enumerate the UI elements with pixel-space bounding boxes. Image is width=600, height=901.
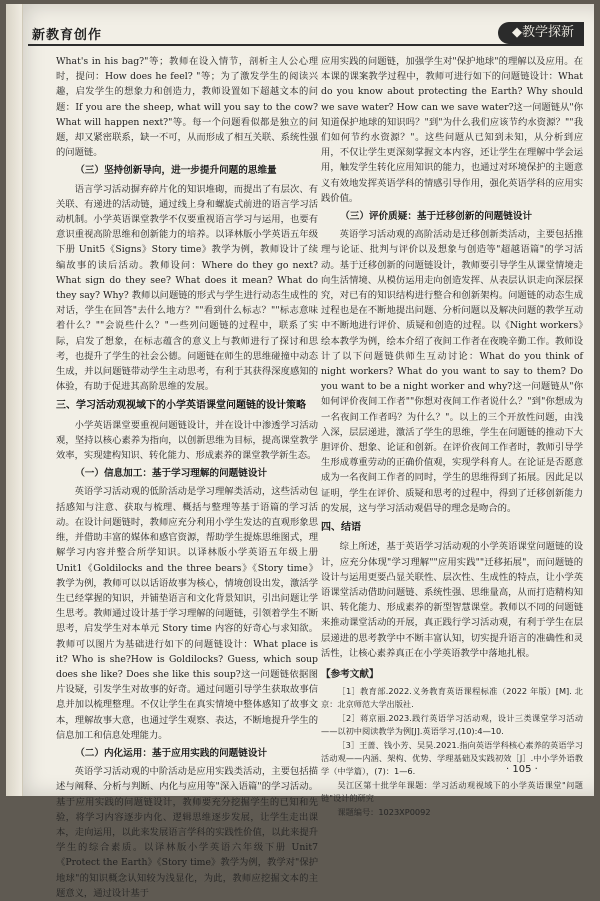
reference-item: ［2］蒋京丽.2023.践行英语学习活动观，设计三类课堂学习活动——以初中阅读教学为例[J].英语学习,(10):4—10. <box>321 713 583 737</box>
journal-page <box>6 4 594 899</box>
paragraph: 小学英语课堂要重视问题链设计，并在设计中渗透学习活动观，坚持以核心素养为指向，以创新思维为目标，提高课堂教学效率，实现建构知识、转化能力、形成素养的课堂教学新生态。 <box>56 419 318 462</box>
paragraph: 综上所述，基于英语学习活动观的小学英语课堂问题链的设计，应充分体现"学习理解""应用实践""迁移拓展"，而问题链的设计与运用更要凸显关联性、层次性、生成性的特点，让小学英语课堂活动借助问题链、系统性强、思维量高，从而打造精构知识、转化能力、形成素养的新型智慧课堂。教师以不同的问题链来推动课堂活动的开展，真正践行学习活动观，有利于学生在层层递进的思考教学中不断丰富认知，切实提升语言的准确性和灵活性，让核心素养真正在小学英语教学中落地扎根。 <box>321 541 583 659</box>
reference-item: ［3］王蔷、钱小芳、吴昊.2021.指向英语学科核心素养的英语学习活动观——内涵、架构、优势、学理基础及实践初效［J］.中小学外语教学（中学篇），(7)：1—6. <box>321 740 583 777</box>
reference-item: ［1］教育部.2022.义务教育英语课程标准（2022 年版）[M]. 北京：北京师范大学出版社. <box>321 686 583 710</box>
subsection-heading: （一）信息加工：基于学习理解的问题链设计 <box>75 468 268 480</box>
page-number: · 105 · <box>506 764 538 775</box>
subsection-heading: （三）评价质疑：基于迁移创新的问题链设计 <box>340 211 533 223</box>
references-title: 【参考文献】 <box>321 668 379 680</box>
paragraph: 语言学习活动摒弃碎片化的知识堆砌，而提出了有层次、有关联、有递进的活动链，通过线上身和螺旋式前进的语言学习活动机制。小学英语课堂教学不仅要重视语言学习与运用，也要有意识重视高阶思维和创新能力的培养。以译林版小学英语五年级下册 Unit5《Signs》Story time》教学为例，教师设计了续编故事的读后活动。教师设问：Where do they go next? What sign do they see? What does it mean? What do they say? Why? 教师以问题链的形式与学生进行动态生成性的对话，学生在回答"去什么地方？""看到什么标志？""标志意味着什么？""会说些什么？"一些列问题链的过程中，联系了实际，启发了想象，在标志蕴含的意义上与教师进行了探讨和思考，也提升了学生的社会公德。问题链在师生的思维碰撞中动态生成，并以问题链带动学生主动思考，有利于其获得深度感知的体验，有助于促进其高阶思维的发展。 <box>56 183 318 393</box>
left-column <box>56 54 318 899</box>
paragraph: 应用实践的问题链，加强学生对"保护地球"的理解以及应用。在本课的课案教学过程中，教师可进行如下的问题链设计：What do you know about protecting the Earth? Why should we save water? How can we save water?这一问题链从"你知道保护地球的知识吗？"到"为什么我们应该节约水资源？""我们如何节约水资源？"。这些问题从已知到未知，从分析到应用，不仅让学生更深刻掌握文本内容，还让学生在理解中学会运用，触发学生转化应用知识的能力，也通过对环境保护的主题意义有效地发挥英语学科的情感引导作用，强化英语学科的应用实践价值。 <box>321 56 583 204</box>
section-heading: 四、结语 <box>321 522 361 534</box>
previous-page-edge <box>6 4 23 796</box>
paragraph: 英语学习活动观的低阶活动是学习理解类活动，这些活动包括感知与注意、获取与梳理、概括与整理等基于语篇的学习活动。在设计问题链时，教师应充分利用小学生发达的直观形象思维，并借助丰富的媒体和感官资源，帮助学生提炼思维图式，理解学习内容并整合所学知识。以译林版小学英语五年级上册 Unit1《Goldilocks and the three bears》《Story time》教学为例，教师可以以话语故事为核心，情境创设出发，激活学生已经掌握的知识，并铺垫语言和文化背景知识，引出问题让学生思考。教师通过设计基于学习理解的问题链，引领着学生不断思考，启发学生对本单元 Story time 内容的好奇心与求知欲。教师可以图片为基础进行如下的问题链设计：What place is it? Who is she?How is Goldilocks? Guess, which soup does she like? Does she like this soup?这一问题链依据图片设疑，引发学生对故事的好奇。通过问题引导学生获取故事信息并加以梳理整理。不仅让学生在真实情境中整体感知了故事文本，理解故事大意，也通过学生观察、表达，不断地提升学生的信息加工和信息处理能力。 <box>56 486 318 741</box>
section-heading: 三、学习活动观视域下的小学英语课堂问题链的设计策略 <box>56 400 306 412</box>
subsection-heading: （二）内化运用：基于应用实践的问题链设计 <box>75 747 268 759</box>
paragraph: 英语学习活动观的高阶活动是迁移创新类活动，主要包括推理与论证、批判与评价以及想象与创造等"超越语篇"的学习活动。基于迁移创新的问题链设计，教师要引导学生从课堂情境走向生活情境、从模仿运用走向创造发挥、从表层认识走向深层探究，对已有的知识结构进行整合和创新架构。问题链的动态生成过程也是在不断地提出问题、分析问题以及解决问题的教学互动中不断地进行评价、质疑和创造的过程。以《Night workers》绘本教学为例，绘本介绍了夜间工作者在夜晚辛勤工作。教师设计了以下问题链供师生互动讨论：What do you think of night workers? What do you want to say to them? Do you want to be a night worker and why?这一问题链从"你如何评价夜间工作者""你想对夜间工作者说什么？"到"你想成为一名夜间工作者吗？为什么？"。以上的三个开放性问题，由浅入深，层层递进，激活了学生的思维，学生在问题链的推动下大胆评价、想象、论证和创新。在评价夜间工作者时，教师引导学生形成尊重劳动的正确价值观，实现学科育人。在论证是否愿意成为一名夜间工作者的同时，学生的思维得到了拓展。因此足以证明，学生在评价、质疑和思考的过程中，得到了迁移创新能力的发展，这与学习活动观倡导的理念是吻合的。 <box>321 229 583 514</box>
project-note: 吴江区第十批学年课题：学习活动观视域下的小学英语课堂"问题链"设计的研究 <box>321 780 583 804</box>
subsection-heading: （三）坚持创新导向，进一步提升问题的思维量 <box>75 165 277 177</box>
section-tag: ◆教学探新 <box>498 22 584 44</box>
page-header <box>28 22 584 46</box>
journal-name: 新教育创作 <box>32 28 103 43</box>
project-number: 课题编号：1023XP0092 <box>337 807 431 818</box>
paragraph: What's in his bag?"等；教师在设入情节，剖析主人公心理时，提问：How does he feel? "等；为了激发学生的阅读兴趣，启发学生的想象力和创造力，教师设置如下超越文本的问题：If you are the sheep, what will you say to the cow? What will happen next?"等。每一个问题看似都是独立的问题，却又紧密联系，缺一不可，从而形成了相互关联、系统性强的问题链。 <box>56 56 318 159</box>
paragraph: 英语学习活动观的中阶活动是应用实践类活动，主要包括描述与阐释、分析与判断、内化与应用等"深入语篇"的学习活动。基于应用实践的问题链设计，教师要充分挖掘学生的已知和先验，将学习内容逐步内化、逻辑思维逐步发展，让学生走出课本，走向运用，以此来发展语言学科的实践性价值，以此来提升学生的综合素质。以译林版小学英语六年级下册 Unit7《Protect the Earth》《Story time》教学为例，教学对"保护地球"的知识概念认知较为浅显化，为此，教师应挖掘文本的主题意义，通过设计基于 <box>56 766 318 899</box>
